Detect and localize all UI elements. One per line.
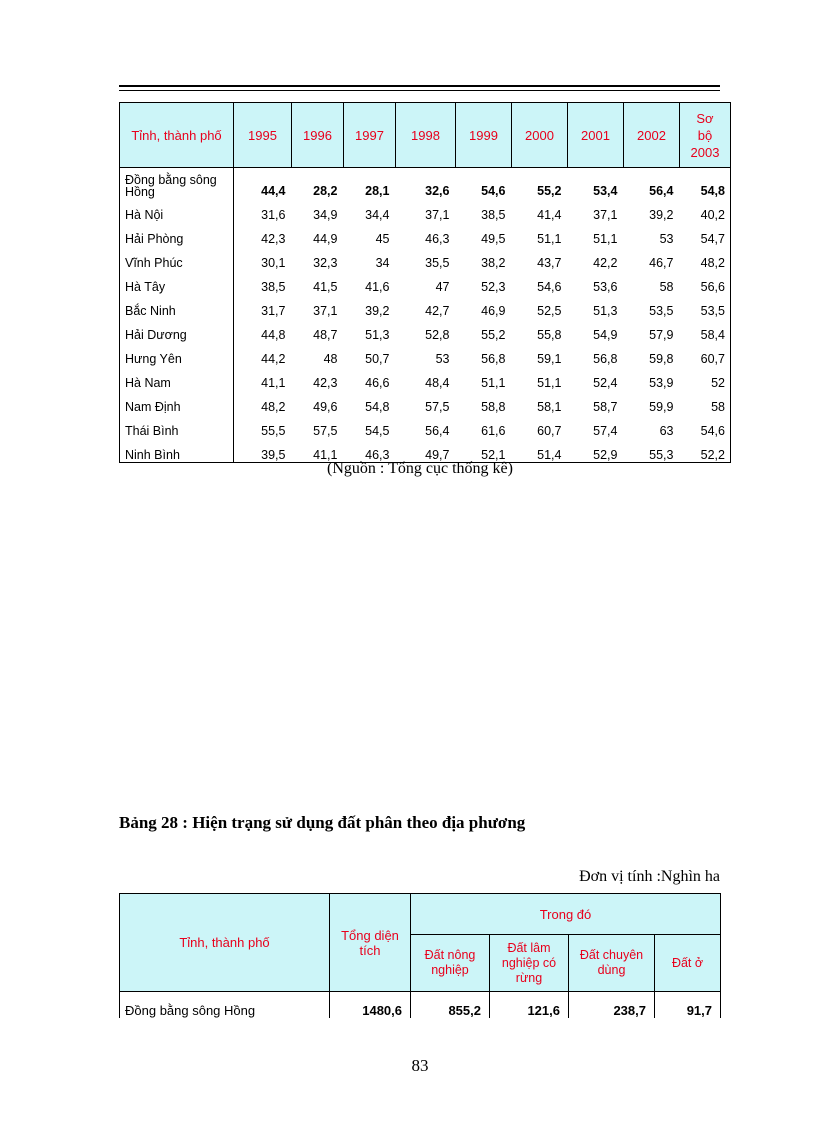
value-cell: 37,1	[313, 304, 338, 318]
value-cell: 34,9	[313, 208, 338, 222]
value-cell: 52,1	[481, 448, 506, 462]
value-cell: 54,6	[537, 280, 562, 294]
table1-header-year: 1997	[344, 103, 396, 168]
table-caption: Bảng 28 : Hiện trạng sử dụng đất phân theo địa phương	[119, 813, 526, 832]
header-line: nghiệp	[431, 963, 469, 977]
value-cell: 55,5	[261, 424, 286, 438]
value-cell: 37,1	[425, 208, 450, 222]
header-line: Sơ	[696, 110, 714, 126]
table2-header-residential: Đất ở	[655, 935, 721, 992]
value-cell: 57,5	[313, 424, 338, 438]
value-cell: 58,4	[700, 328, 725, 342]
header-rule-thick	[119, 85, 720, 87]
value-cell: 47	[435, 280, 450, 294]
table2-header-of-which: Trong đó	[411, 894, 721, 935]
value-cell: 41,6	[365, 280, 390, 294]
value-cell: 41,5	[313, 280, 338, 294]
value-cell: 46,3	[365, 448, 390, 462]
province-name: Bắc Ninh	[120, 294, 234, 318]
table1-header-year: 1999	[456, 103, 512, 168]
province-name: Hà Nam	[120, 366, 234, 390]
value-cell: 31,7	[261, 304, 286, 318]
table-row	[120, 222, 731, 246]
value-cell: 51,3	[593, 304, 618, 318]
value-cell: 52,3	[481, 280, 506, 294]
value-cell: 48,7	[313, 328, 338, 342]
value-cell: 61,6	[481, 424, 506, 438]
value-cell: 53	[659, 232, 674, 246]
table-row	[120, 366, 731, 390]
header-line: bộ	[697, 127, 713, 143]
value-cell: 46,6	[365, 376, 390, 390]
value-cell: 40,2	[700, 208, 725, 222]
value-cell: 56,4	[649, 184, 674, 198]
value-cell: 49,7	[425, 448, 450, 462]
table-row	[120, 414, 731, 438]
table1-header-year: 2001	[568, 103, 624, 168]
table-row	[120, 318, 731, 342]
value-cell: 48,2	[261, 400, 286, 414]
value-cell: 35,5	[425, 256, 450, 270]
value-cell: 48	[323, 352, 338, 366]
value-cell: 59,1	[537, 352, 562, 366]
header-line: dùng	[597, 963, 626, 977]
value-cell: 51,3	[365, 328, 390, 342]
value-cell: 39,2	[649, 208, 674, 222]
value-cell: 48,4	[425, 376, 450, 390]
province-name: Nam Định	[120, 390, 234, 414]
table1-header-year: 2000	[512, 103, 568, 168]
value-cell: 53,9	[649, 376, 674, 390]
page-number: 83	[411, 1056, 429, 1075]
value-cell: 56,6	[700, 280, 725, 294]
province-name: Hải Phòng	[120, 222, 234, 246]
value-cell: 44,8	[261, 328, 286, 342]
header-line: Đất chuyên	[579, 948, 644, 962]
province-name: Hà Nội	[120, 198, 234, 222]
table2-header-special-use	[569, 935, 655, 992]
table2-header-row-1	[120, 894, 721, 935]
value-cell: 42,3	[313, 376, 338, 390]
table2-header-province: Tỉnh, thành phố	[120, 894, 330, 992]
value-cell: 58,8	[481, 400, 506, 414]
value-cell: 38,5	[481, 208, 506, 222]
value-cell: 56,8	[481, 352, 506, 366]
value-cell: 121,6	[490, 992, 569, 1019]
header-line: tích	[359, 942, 381, 958]
value-cell: 41,4	[537, 208, 562, 222]
value-cell: 52,4	[593, 376, 618, 390]
value-cell: 43,7	[537, 256, 562, 270]
value-cell: 38,5	[261, 280, 286, 294]
table1-header-preliminary-2003	[680, 103, 731, 168]
header-line: rừng	[515, 970, 543, 985]
value-cell: 42,7	[425, 304, 450, 318]
province-name: Thái Bình	[120, 414, 234, 438]
value-cell: 55,8	[537, 328, 562, 342]
value-cell: 1480,6	[330, 992, 411, 1019]
header-rule-thin	[119, 90, 720, 91]
table1-header-row	[120, 103, 731, 168]
value-cell: 44,4	[261, 184, 286, 198]
value-cell: 51,4	[537, 448, 562, 462]
value-cell: 38,2	[481, 256, 506, 270]
value-cell: 53,6	[593, 280, 618, 294]
table1-header-province: Tỉnh, thành phố	[120, 103, 234, 168]
table1-header-year: 1996	[292, 103, 344, 168]
header-line: Đất nông	[424, 948, 476, 962]
table-land-use	[119, 893, 721, 1018]
value-cell: 52,9	[593, 448, 618, 462]
table-row	[120, 246, 731, 270]
table-row	[120, 992, 721, 1019]
province-name: Ninh Bình	[120, 438, 234, 463]
source-note: (Nguồn : Tổng cục thống kê)	[327, 460, 513, 477]
header-line: Đất lâm	[507, 940, 551, 955]
value-cell: 58,7	[593, 400, 618, 414]
value-cell: 46,3	[425, 232, 450, 246]
table1-header-year: 2002	[624, 103, 680, 168]
table1-header-year: 1995	[234, 103, 292, 168]
table2-header-forestry	[490, 935, 569, 992]
table-row	[120, 294, 731, 318]
value-cell: 53,5	[700, 304, 725, 318]
value-cell: 56,4	[425, 424, 450, 438]
value-cell: 58,1	[537, 400, 562, 414]
province-name: Hải Dương	[120, 318, 234, 342]
value-cell: 52,8	[425, 328, 450, 342]
value-cell: 57,5	[425, 400, 450, 414]
table2-header-total-area	[330, 894, 411, 992]
value-cell: 34,4	[365, 208, 390, 222]
value-cell: 39,2	[365, 304, 390, 318]
value-cell: 46,9	[481, 304, 506, 318]
table-row	[120, 390, 731, 414]
value-cell: 46,7	[649, 256, 674, 270]
header-line: 2003	[690, 144, 720, 160]
value-cell: 60,7	[700, 352, 725, 366]
value-cell: 59,8	[649, 352, 674, 366]
value-cell: 45	[375, 232, 390, 246]
value-cell: 54,8	[365, 400, 390, 414]
value-cell: 50,7	[365, 352, 390, 366]
value-cell: 41,1	[313, 448, 338, 462]
value-cell: 42,2	[593, 256, 618, 270]
value-cell: 55,2	[481, 328, 506, 342]
province-name: Đồng bằng sông Hồng	[120, 992, 330, 1019]
province-name: Đồng bằng sông Hồng	[120, 168, 234, 199]
value-cell: 54,8	[700, 184, 725, 198]
header-line: Tổng diện	[341, 927, 399, 943]
value-cell: 59,9	[649, 400, 674, 414]
value-cell: 57,4	[593, 424, 618, 438]
value-cell: 53,5	[649, 304, 674, 318]
value-cell: 54,7	[700, 232, 725, 246]
value-cell: 56,8	[593, 352, 618, 366]
value-cell: 55,3	[649, 448, 674, 462]
value-cell: 32,6	[425, 184, 450, 198]
value-cell: 28,1	[365, 184, 390, 198]
value-cell: 54,6	[700, 424, 725, 438]
value-cell: 49,6	[313, 400, 338, 414]
value-cell: 31,6	[261, 208, 286, 222]
value-cell: 52,5	[537, 304, 562, 318]
value-cell: 37,1	[593, 208, 618, 222]
value-cell: 32,3	[313, 256, 338, 270]
value-cell: 57,9	[649, 328, 674, 342]
value-cell: 41,1	[261, 376, 286, 390]
value-cell: 51,1	[481, 376, 506, 390]
value-cell: 44,9	[313, 232, 338, 246]
province-name: Hà Tây	[120, 270, 234, 294]
header-line: nghiệp có	[501, 955, 557, 970]
table-land-per-capita	[119, 102, 731, 463]
value-cell: 53	[435, 352, 450, 366]
value-cell: 58	[659, 280, 674, 294]
value-cell: 28,2	[313, 184, 338, 198]
value-cell: 54,5	[365, 424, 390, 438]
value-cell: 44,2	[261, 352, 286, 366]
value-cell: 52	[711, 376, 725, 390]
table-row	[120, 168, 731, 199]
value-cell: 53,4	[593, 184, 618, 198]
value-cell: 60,7	[537, 424, 562, 438]
table-row	[120, 342, 731, 366]
value-cell: 51,1	[593, 232, 618, 246]
value-cell: 51,1	[537, 376, 562, 390]
value-cell: 58	[711, 400, 725, 414]
value-cell: 49,5	[481, 232, 506, 246]
value-cell: 51,1	[537, 232, 562, 246]
value-cell: 54,9	[593, 328, 618, 342]
value-cell: 63	[659, 424, 674, 438]
value-cell: 54,6	[481, 184, 506, 198]
value-cell: 48,2	[700, 256, 725, 270]
value-cell: 52,2	[700, 448, 725, 462]
value-cell: 39,5	[261, 448, 286, 462]
table1-header-year: 1998	[396, 103, 456, 168]
value-cell: 30,1	[261, 256, 286, 270]
table-row	[120, 270, 731, 294]
province-name: Vĩnh Phúc	[120, 246, 234, 270]
value-cell: 55,2	[537, 184, 562, 198]
value-cell: 855,2	[411, 992, 490, 1019]
table-row	[120, 438, 731, 463]
value-cell: 34	[375, 256, 390, 270]
unit-label: Đơn vị tính :Nghìn ha	[579, 868, 720, 885]
value-cell: 42,3	[261, 232, 286, 246]
value-cell: 91,7	[655, 992, 721, 1019]
table-row	[120, 198, 731, 222]
table2-header-agricultural	[411, 935, 490, 992]
value-cell: 238,7	[569, 992, 655, 1019]
province-name: Hưng Yên	[120, 342, 234, 366]
